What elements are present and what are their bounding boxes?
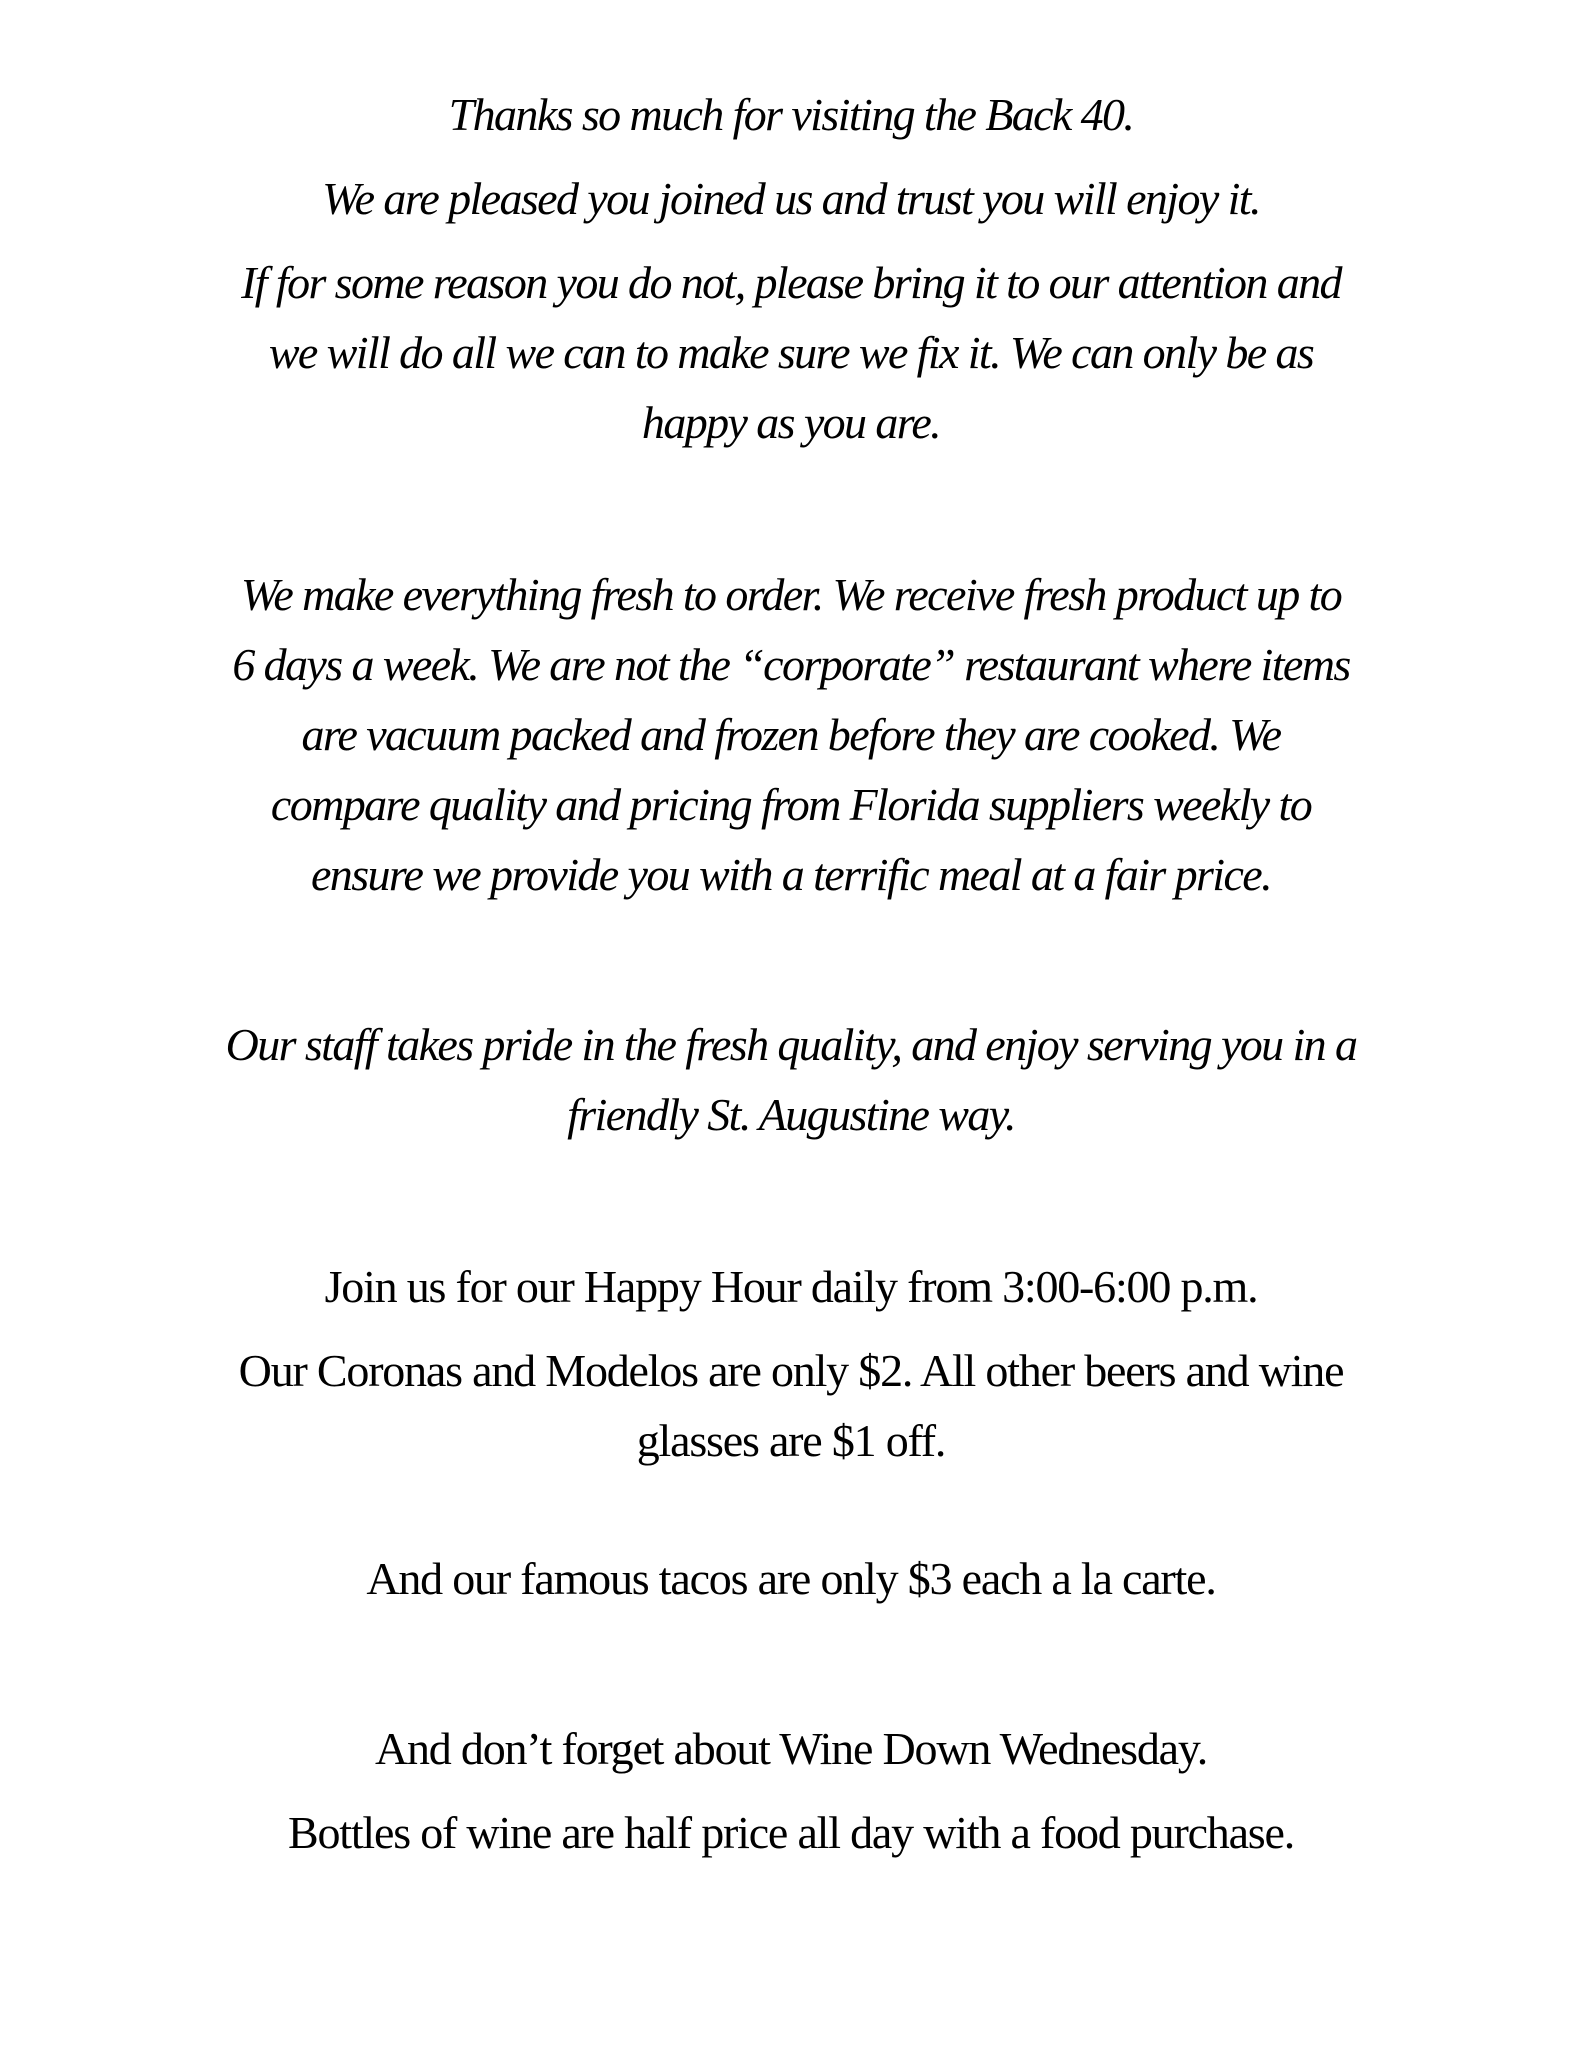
fresh-line-5: ensure we provide you with a terrific meal at a fair price. [310, 849, 1272, 900]
welcome-line-2: We are pleased you joined us and trust you will enjoy it. [322, 173, 1260, 224]
welcome-line-5: happy as you are. [641, 397, 941, 448]
fresh-line-4: compare quality and pricing from Florida suppliers weekly to [270, 779, 1312, 830]
welcome-line-3: If for some reason you do not, please bring it to our attention and [241, 257, 1341, 308]
staff-line-2: friendly St. Augustine way. [567, 1089, 1015, 1140]
staff-line-1: Our staff takes pride in the fresh quality, and enjoy serving you in a [225, 1019, 1357, 1070]
wine-down-line-2: Bottles of wine are half price all day with a food purchase. [287, 1807, 1295, 1858]
happy-hour-line-3: glasses are $1 off. [636, 1415, 946, 1466]
happy-hour-line-2: Our Coronas and Modelos are only $2. All other beers and wine [238, 1345, 1344, 1396]
happy-hour-line-1: Join us for our Happy Hour daily from 3:00-6:00 p.m. [324, 1261, 1258, 1312]
wine-down-line-1: And don’t forget about Wine Down Wednesday. [374, 1723, 1208, 1774]
welcome-line-4: we will do all we can to make sure we fix it. We can only be as [268, 327, 1314, 378]
fresh-line-1: We make everything fresh to order. We receive fresh product up to [240, 569, 1342, 620]
tacos-line: And our famous tacos are only $3 each a la carte. [366, 1553, 1216, 1604]
fresh-line-2: 6 days a week. We are not the “corporate” restaurant where items [232, 639, 1350, 690]
fresh-line-3: are vacuum packed and frozen before they are cooked. We [301, 709, 1281, 760]
welcome-line-1: Thanks so much for visiting the Back 40. [448, 89, 1134, 140]
